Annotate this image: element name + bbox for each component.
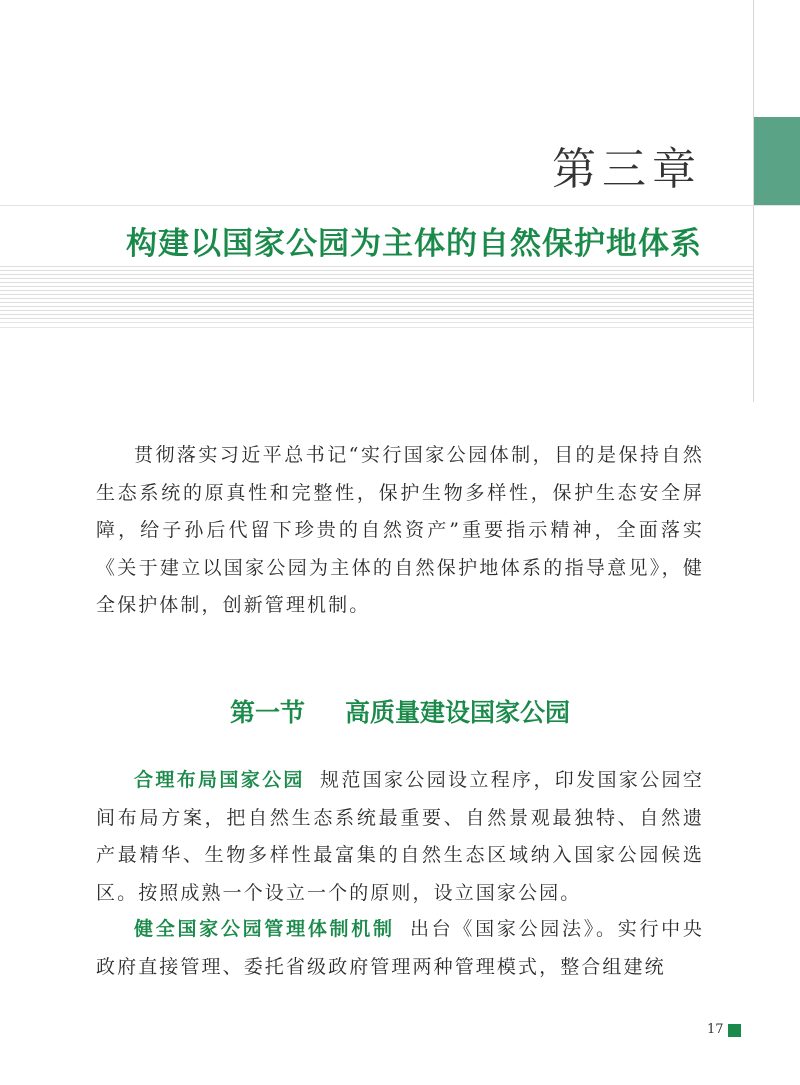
section-title: 高质量建设国家公园 xyxy=(345,698,571,727)
decorative-stripes-fade xyxy=(0,322,753,332)
page-number: 17 xyxy=(707,1022,724,1037)
chapter-tab xyxy=(754,117,800,205)
paragraph-lead: 健全国家公园管理体制机制 xyxy=(134,918,395,940)
body-paragraph xyxy=(96,911,704,986)
paragraph-text: 出台《国家公园法》。实行中央政府直接管理、委托省级政府管理两种管理模式，整合组建统 xyxy=(96,918,705,978)
chapter-title: 构建以国家公园为主体的自然保护地体系 xyxy=(126,226,702,262)
section-heading xyxy=(0,693,800,729)
page-marker-square xyxy=(728,1024,741,1037)
paragraph-text: 规范国家公园设立程序，印发国家公园空间布局方案，把自然生态系统最重要、自然景观最独特、自然遗产最精华、生物多样性最富集的自然生态区域纳入国家公园候选区。按照成熟一个设立一个的原则，设立国家公园。 xyxy=(96,769,704,904)
body-paragraph xyxy=(96,762,704,912)
paragraph-lead: 合理布局国家公园 xyxy=(134,769,305,791)
decorative-stripes xyxy=(0,266,753,322)
chapter-number: 第三章 xyxy=(552,144,702,195)
section-number: 第一节 xyxy=(229,698,305,727)
intro-paragraph: 贯彻落实习近平总书记“实行国家公园体制，目的是保持自然生态系统的原真性和完整性，保护生物多样性，保护生态安全屏障，给子孙后代留下珍贵的自然资产”重要指示精神，全面落实《关于建立以国家公园为主体的自然保护地体系的指导意见》，健全保护体制，创新管理机制。 xyxy=(96,444,704,616)
title-divider xyxy=(0,205,800,206)
